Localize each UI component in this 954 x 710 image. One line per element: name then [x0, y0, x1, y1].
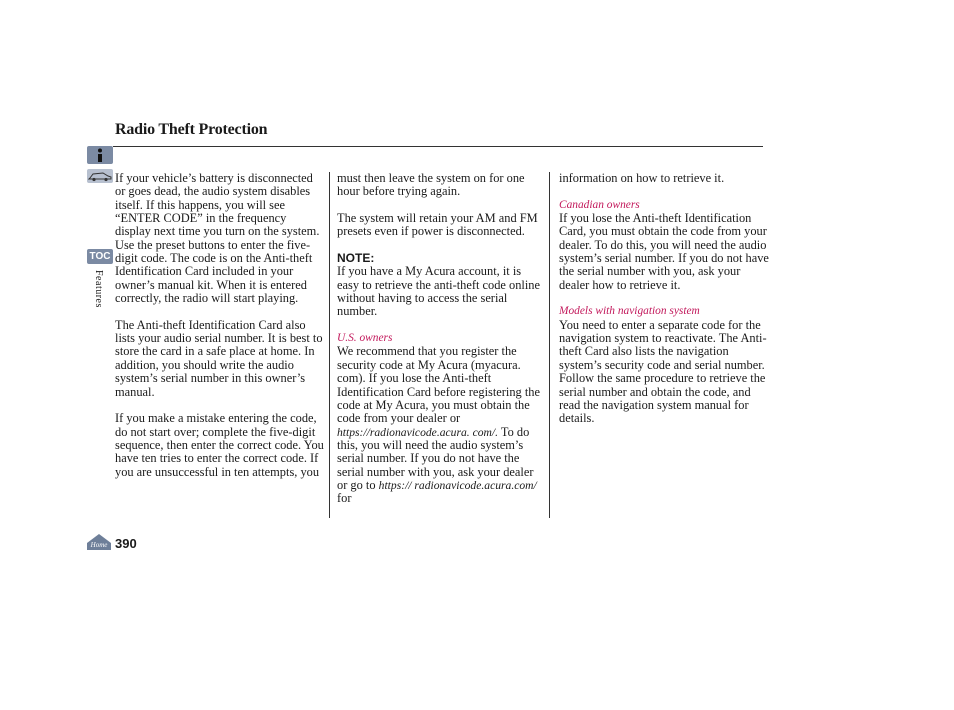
paragraph: You need to enter a separate code for the navigation system to reactivate. The Anti-theft Card also lists the navigation system’s security code and serial number. Follow the same procedure to retrieve the serial number and obtain the code, and read the navigation system manual for details. — [559, 317, 767, 426]
paragraph: information on how to retrieve it. — [559, 171, 725, 185]
title-rule — [113, 146, 763, 147]
car-icon[interactable] — [87, 169, 113, 183]
us-owners-text — [337, 345, 542, 505]
text: for — [337, 491, 352, 506]
note-label: NOTE: — [337, 251, 375, 266]
subheading-us-owners: U.S. owners — [337, 332, 393, 345]
page-title: Radio Theft Protection — [115, 121, 268, 138]
home-button[interactable] — [86, 533, 112, 551]
paragraph: The system will retain your AM and FM presets even if power is disconnected. — [337, 211, 538, 239]
text: To do this, you will need the audio system’s serial number. If you do not have the serial number with you, ask your dealer or go to — [337, 424, 534, 492]
home-label: Home — [90, 541, 108, 549]
paragraph: If you make a mistake entering the code, do not start over; complete the five-digit sequence, then enter the correct code. You have ten tries to enter the correct code. If you are unsuccessful in ten attempts, you — [115, 411, 324, 479]
paragraph: If you lose the Anti-theft Identification Card, you must obtain the code from your dealer. To do this, you will need the audio system’s serial number. If you do not have the serial number with you, ask your dealer how to retrieve it. — [559, 211, 769, 292]
code-retrieval-link[interactable]: https://radionavicode.acura. com/. — [337, 425, 498, 439]
paragraph: must then leave the system on for one hour before trying again. — [337, 171, 525, 199]
text: We recommend that you register the security code at My Acura (myacura. com). If you lose the Anti-theft Identification Card before registering the code at My Acura, you must obtain the code from your dealer or — [337, 344, 540, 426]
column-divider — [329, 172, 330, 518]
section-label: Features — [93, 270, 104, 308]
toc-button[interactable]: TOC — [87, 249, 113, 264]
paragraph: If your vehicle’s battery is disconnected or goes dead, the audio system disables itself. If this happens, you will see “ENTER CODE” in the frequency display next time you turn on the system. Use the preset buttons to enter the five-digit code. The code is on the Anti-theft Identification Card included in your owner’s manual kit. When it is entered correctly, the radio will start playing. — [115, 171, 320, 306]
paragraph: The Anti-theft Identification Card also lists your audio serial number. It is best to store the card in a safe place at home. In addition, you should write the audio system’s serial number in this owner’s manual. — [115, 317, 323, 399]
subheading-navigation-models: Models with navigation system — [559, 305, 700, 318]
page-number: 390 — [115, 536, 137, 551]
column-divider — [549, 172, 550, 518]
info-icon[interactable] — [87, 146, 113, 164]
code-retrieval-link[interactable]: https:// radionavicode.acura.com/ — [378, 478, 537, 492]
column-2 — [337, 172, 542, 519]
column-3 — [559, 172, 769, 439]
subheading-canadian-owners: Canadian owners — [559, 198, 640, 211]
note-text: If you have a My Acura account, it is easy to retrieve the anti-theft code online without having to access the serial number. — [337, 264, 540, 319]
column-1 — [115, 172, 325, 492]
